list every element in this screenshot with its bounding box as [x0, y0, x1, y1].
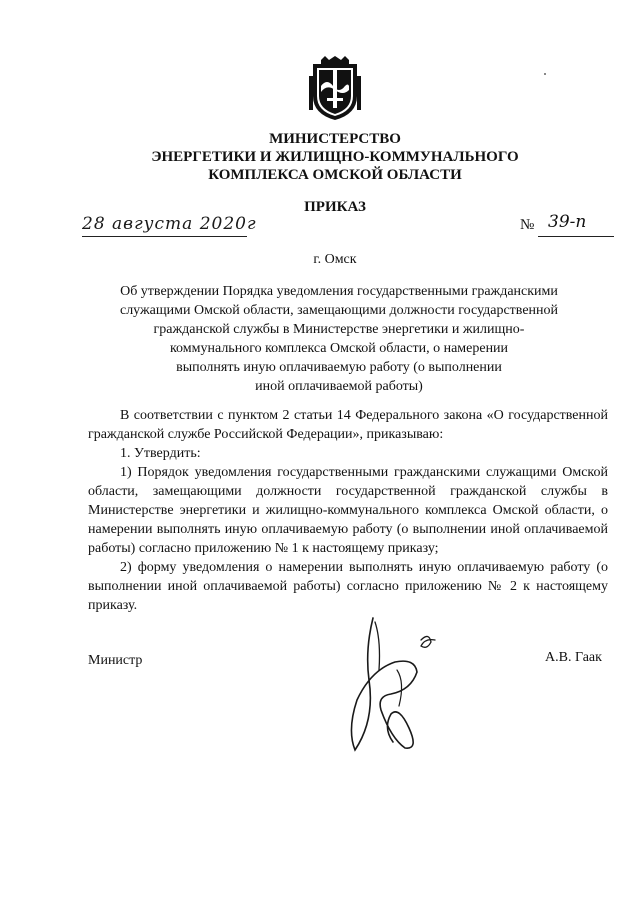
city: г. Омск	[313, 252, 357, 267]
date-underline	[82, 236, 247, 237]
order-body	[88, 406, 608, 615]
subject-line: гражданской службы в Министерстве энергетики и жилищно-	[153, 322, 525, 337]
item-1: 1. Утвердить:	[120, 446, 201, 461]
ministry-line: МИНИСТЕРСТВО	[269, 131, 401, 147]
handwritten-signature-icon	[335, 610, 455, 760]
order-subject	[100, 282, 578, 396]
signer-name: А.В. Гаак	[545, 650, 602, 665]
omsk-coat-of-arms-icon	[307, 56, 363, 122]
subject-line: Об утверждении Порядка уведомления государственными гражданскими	[120, 284, 558, 299]
number-label: №	[520, 217, 535, 233]
ministry-line: ЭНЕРГЕТИКИ И ЖИЛИЩНО-КОММУНАЛЬНОГО	[151, 149, 519, 165]
number-underline	[538, 236, 614, 237]
item-1-2: 2) форму уведомления о намерении выполнять иную оплачиваемую работу (о выполнении иной оплачиваемой работы) согласно приложению № 2 к настоящему приказу.	[88, 560, 608, 613]
handwritten-number: 39-п	[548, 212, 587, 232]
subject-line: коммунального комплекса Омской области, о намерении	[169, 341, 509, 356]
scan-speck	[544, 73, 546, 75]
item-1-1: 1) Порядок уведомления государственными гражданскими служащими Омской области, замещающими должности государственной гражданской службы в Министерстве энергетики и жилищно-коммунального комплекса Омской области, о намерении выполнять иную оплачиваемую работу (о выполнении иной оплачиваемой работы) согласно приложению № 1 к настоящему приказу;	[88, 465, 608, 556]
intro-paragraph: В соответствии с пунктом 2 статьи 14 Федерального закона «О государственной гражданской службе Российской Федерации», приказываю:	[88, 408, 608, 442]
ministry-line: КОМПЛЕКСА ОМСКОЙ ОБЛАСТИ	[208, 167, 462, 183]
ministry-header	[100, 130, 570, 184]
subject-line: выполнять иную оплачиваемую работу (о выполнении	[176, 360, 502, 375]
document-type-title: ПРИКАЗ	[304, 199, 366, 215]
subject-line: служащими Омской области, замещающими должности государственной	[119, 303, 559, 318]
handwritten-date: 28 августа 2020г	[82, 214, 257, 234]
subject-line: иной оплачиваемой работы)	[255, 379, 423, 394]
signer-title: Министр	[88, 653, 143, 668]
